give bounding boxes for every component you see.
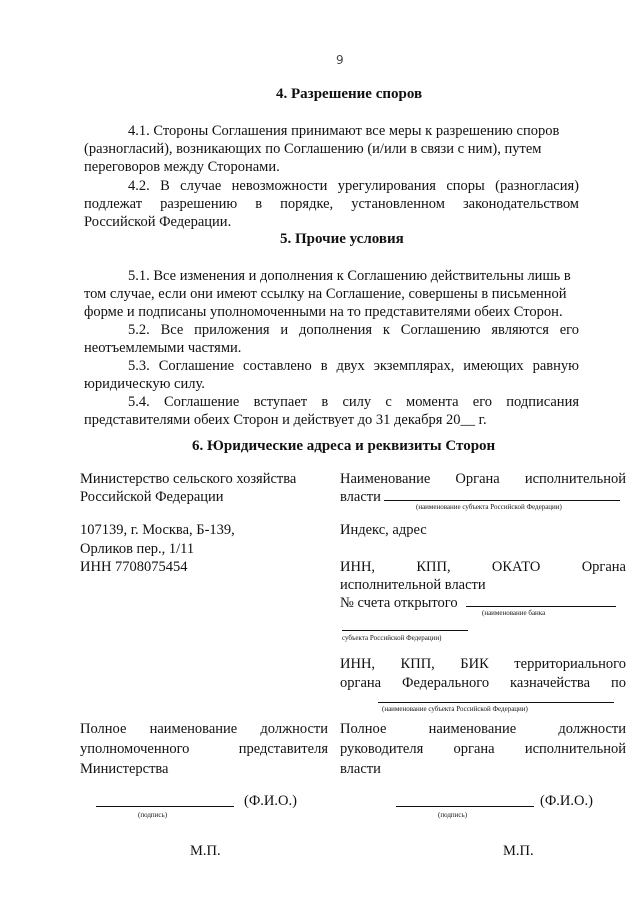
treasury-line-1: ИНН, КПП, БИК территориального bbox=[340, 656, 626, 672]
ministry-stamp: М.П. bbox=[190, 843, 221, 859]
authority-position-line-1: Полное наименование должности bbox=[340, 721, 626, 737]
section-4-2-line-2: подлежат разрешению в порядке, установленном законодательством bbox=[84, 196, 579, 212]
authority-name-line bbox=[384, 500, 620, 501]
authority-stamp: М.П. bbox=[503, 843, 534, 859]
ministry-name-line-1: Министерство сельского хозяйства bbox=[80, 471, 297, 487]
authority-fio: (Ф.И.О.) bbox=[540, 793, 593, 809]
section-4-1-line-1: 4.1. Стороны Соглашения принимают все меры к разрешению споров bbox=[128, 123, 560, 139]
authority-subject-line bbox=[342, 630, 468, 631]
ministry-position-line-3: Министерства bbox=[80, 761, 169, 777]
section-5-3-line-2: юридическую силу. bbox=[84, 376, 205, 392]
section-5-4-line-2: представителями обеих Сторон и действует до 31 декабря 20__ г. bbox=[84, 412, 487, 428]
ministry-address-line-1: 107139, г. Москва, Б-139, bbox=[80, 522, 235, 538]
section-5-heading: 5. Прочие условия bbox=[280, 231, 404, 247]
section-5-4-line-1: 5.4. Соглашение вступает в силу с момента его подписания bbox=[128, 394, 579, 410]
authority-name-line-1: Наименование Органа исполнительной bbox=[340, 471, 626, 487]
authority-inn-line-1: ИНН, КПП, ОКАТО Органа bbox=[340, 559, 626, 575]
section-5-1-line-1: 5.1. Все изменения и дополнения к Соглашению действительны лишь в bbox=[128, 268, 571, 284]
authority-name-line-2: власти bbox=[340, 489, 381, 505]
authority-account: № счета открытого bbox=[340, 595, 458, 611]
ministry-inn: ИНН 7708075454 bbox=[80, 559, 188, 575]
treasury-region-caption: (наименование субъекта Российской Федерации) bbox=[382, 705, 528, 713]
section-4-1-line-2: (разногласий), возникающих по Соглашению (и/или в связи с ним), путем bbox=[84, 141, 542, 157]
section-4-2-line-3: Российской Федерации. bbox=[84, 214, 232, 230]
authority-bank-caption: (наименование банка bbox=[482, 609, 546, 617]
section-5-1-line-2: том случае, если они имеют ссылку на Соглашение, совершены в письменной bbox=[84, 286, 567, 302]
page-number: 9 bbox=[336, 53, 344, 67]
authority-address: Индекс, адрес bbox=[340, 522, 427, 538]
ministry-fio: (Ф.И.О.) bbox=[244, 793, 297, 809]
authority-inn-line-2: исполнительной власти bbox=[340, 577, 486, 593]
ministry-position-line-2: уполномоченного представителя bbox=[80, 741, 328, 757]
section-5-3-line-1: 5.3. Соглашение составлено в двух экземплярах, имеющих равную bbox=[128, 358, 579, 374]
ministry-signature-line bbox=[96, 806, 234, 807]
ministry-position-line-1: Полное наименование должности bbox=[80, 721, 328, 737]
ministry-name-line-2: Российской Федерации bbox=[80, 489, 224, 505]
authority-signature-line bbox=[396, 806, 534, 807]
authority-name-caption: (наименование субъекта Российской Федерации) bbox=[416, 503, 562, 511]
authority-position-line-2: руководителя органа исполнительной bbox=[340, 741, 626, 757]
authority-signature-caption: (подпись) bbox=[438, 811, 468, 819]
ministry-address-line-2: Орликов пер., 1/11 bbox=[80, 541, 195, 557]
section-4-heading: 4. Разрешение споров bbox=[276, 86, 423, 102]
authority-position-line-3: власти bbox=[340, 761, 381, 777]
section-5-2-line-1: 5.2. Все приложения и дополнения к Соглашению являются его bbox=[128, 322, 579, 338]
treasury-line-2: органа Федерального казначейства по bbox=[340, 675, 626, 691]
section-5-1-line-3: форме и подписаны уполномоченными на то представителями обеих Сторон. bbox=[84, 304, 563, 320]
section-4-1-line-3: переговоров между Сторонами. bbox=[84, 159, 280, 175]
section-4-2-line-1: 4.2. В случае невозможности урегулирования споры (разногласия) bbox=[128, 178, 579, 194]
section-5-2-line-2: неотъемлемыми частями. bbox=[84, 340, 242, 356]
ministry-signature-caption: (подпись) bbox=[138, 811, 168, 819]
section-6-heading: 6. Юридические адреса и реквизиты Сторон bbox=[192, 438, 496, 454]
treasury-region-line bbox=[378, 702, 614, 703]
authority-bank-line bbox=[466, 606, 616, 607]
authority-subject-caption: субъекта Российской Федерации) bbox=[342, 634, 442, 642]
